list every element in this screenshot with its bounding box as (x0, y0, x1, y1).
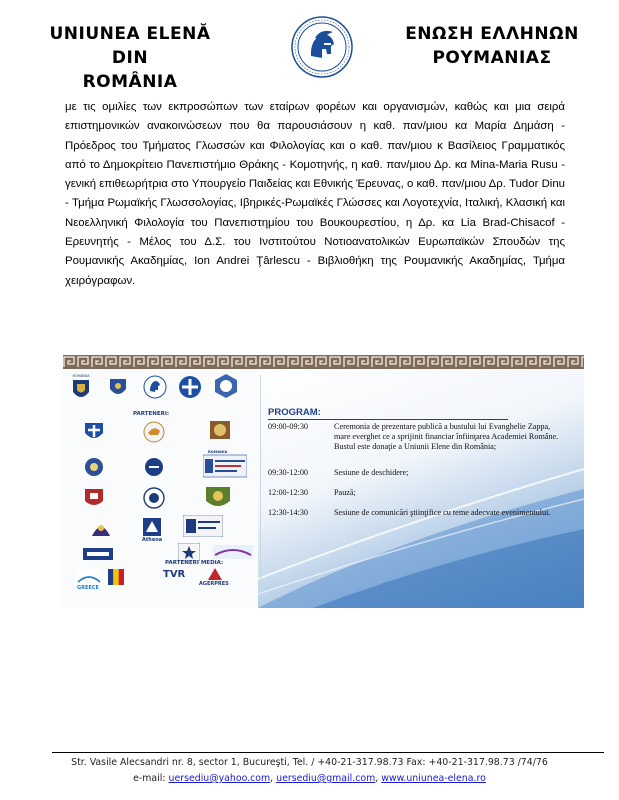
footer-divider (52, 752, 604, 753)
athena-logo-icon (143, 518, 161, 536)
partner-logo-3 (178, 375, 202, 399)
partner-crest-icon (88, 518, 114, 538)
panel-divider (260, 375, 261, 595)
partner-logo-small-icon (83, 548, 113, 560)
tvr-logo: TVR (163, 569, 186, 580)
program-title: PROGRAM: (268, 407, 321, 418)
romania-coat-of-arms-icon (108, 377, 128, 399)
partner-logo-2 (143, 375, 167, 399)
media-partners-label: PARTENERI MEDIA: (165, 560, 224, 566)
greece-coat-of-arms-icon (178, 375, 202, 399)
letterhead-left-line1: UNIUNEA ELENĂ DIN (49, 24, 211, 68)
body-paragraph: με τις ομιλίες των εκπροσώπων των εταίρων φορέων και οργανισμών, καθώς και μια σειρά επιστημονικών ανακοινώσεων που θα παρουσιάσουν η καθ. παν/μιου κα Μαρία Δημάση - Πρόεδρος του Τμήματος Γλωσσών και Φιλολογίας και ο καθ. παν/μιου κ Βασίλειος Γραμματικός από το Δημοκρίτειο Πανεπιστήμιο Θράκης - Κομοτηνής, η καθ. παν/μιου Δρ. κα Mina-Maria Rusu - γενική επιθεωρήτρια στο Υπουργείο Παιδείας και Εθνικής Έρευνας, ο καθ. παν/μιου Δρ. Tudor Dinu - Τμήμα Ρωμαϊκής Γλωσσολογίας, Ιβηρικές-Ρωμαϊκές Γλώσσες και Λογοτεχνία, Ιταλική, Κλασική και Νεοελληνική Φιλολογία του Πανεπιστημίου του Βουκουρεστίου, η Δρ. κα Lia Brad-Chisacof - Ερευνητής - Μέλος του Δ.Σ. του Ινστιτούτου Νοτιοανατολικών Ευρωπαϊκών Σπουδών της Ρουμανικής Ακαδημίας, Ion Andrei Ţârlescu - Βιβλιοθήκη της Ρουμανικής Ακαδημίας, Τμήμα χειρόγραφων. (65, 101, 565, 287)
greece-label: GREECE (77, 585, 99, 591)
radio-logo-icon (213, 545, 253, 559)
program-time: 12:00-12:30 (268, 488, 309, 497)
program-time: 12:30-14:30 (268, 508, 309, 517)
letterhead (0, 16, 619, 92)
program-description (334, 468, 574, 478)
partners-label: PARTENERI: (133, 411, 170, 417)
footer-separator: , (270, 773, 277, 784)
program-description-line: Bustul este donaţie a Uniunii Elene din România; (334, 442, 497, 451)
partner-logo-4 (213, 373, 239, 399)
footer-contacts (20, 773, 599, 784)
partner-logo-1 (108, 377, 128, 399)
academy-seal-icon (213, 373, 239, 399)
agerpres-logo: AGERPRES (199, 581, 229, 587)
partner-seal-icon (83, 457, 105, 477)
email-link-gmail[interactable]: uersediu@gmail.com (276, 773, 376, 784)
romania-logo-caption: ROMÂNIA (72, 374, 90, 378)
romanian-academy-emblem-icon (208, 419, 232, 447)
letterhead-greek-name (392, 22, 592, 70)
letterhead-right-line2: ΡΟΥΜΑΝΙΑΣ (432, 48, 552, 68)
program-description-line: Ceremonia de prezentare publică a bustului lui Evanghelie Zappa, (334, 422, 551, 431)
website-link[interactable]: www.uniunea-elena.ro (381, 773, 486, 784)
partner-banner-logo-icon (183, 515, 223, 537)
program-description-line: Sesiune de deschidere; (334, 468, 409, 477)
footer-address: Str. Vasile Alecsandri nr. 8, sector 1, Bucureşti, Tel. / +40-21-317.98.73 Fax: +40-21-317.98.73 /74/76 (71, 757, 548, 768)
romania-coat-of-arms-icon (71, 378, 91, 402)
athena-label: Athena (142, 537, 163, 543)
partner-seal-icon (143, 457, 165, 477)
greek-helmet-emblem-icon (143, 375, 167, 399)
program-time: 09:30-12:00 (268, 468, 309, 477)
university-seal-icon (83, 487, 105, 509)
event-banner (63, 355, 584, 608)
greek-helmet-emblem-icon (291, 16, 353, 78)
romania-logo (71, 373, 91, 402)
footer-email-label: e-mail: (133, 773, 169, 784)
romania-small-label: ROMANIA (208, 450, 228, 454)
letterhead-romanian-name (30, 22, 230, 94)
program-time: 09:00-09:30 (268, 422, 309, 431)
partner-banner-logo-icon (203, 453, 247, 479)
romania-flag-icon (108, 569, 124, 585)
program-underline (268, 419, 508, 420)
agerpres-icon (208, 568, 222, 580)
email-link-yahoo[interactable]: uersediu@yahoo.com (168, 773, 271, 784)
program-description (334, 422, 574, 452)
program-description (334, 488, 574, 498)
program-description-line: mare everghet ce a sprijinit financiar înfiinţarea Academiei Române. (334, 432, 559, 441)
partner-emblem-icon (203, 485, 233, 511)
cyprus-emblem-icon (143, 421, 165, 443)
program-description-line: Sesiune de comunicări ştiinţifice cu teme adecvate evenimentului. (334, 508, 551, 517)
partner-star-logo-icon (178, 543, 200, 561)
greece-tourism-logo-icon (76, 570, 102, 586)
letterhead-right-line1: ΕΝΩΣΗ ΕΛΛΗΝΩΝ (405, 24, 579, 44)
footer-separator: , (375, 773, 382, 784)
greece-coat-of-arms-icon (83, 421, 105, 443)
letterhead-left-line2: ROMÂNIA (82, 72, 178, 92)
program-description-line: Pauză; (334, 488, 356, 497)
greek-key-border-icon (63, 355, 584, 369)
program-description (334, 508, 574, 518)
university-seal-icon (143, 487, 165, 509)
